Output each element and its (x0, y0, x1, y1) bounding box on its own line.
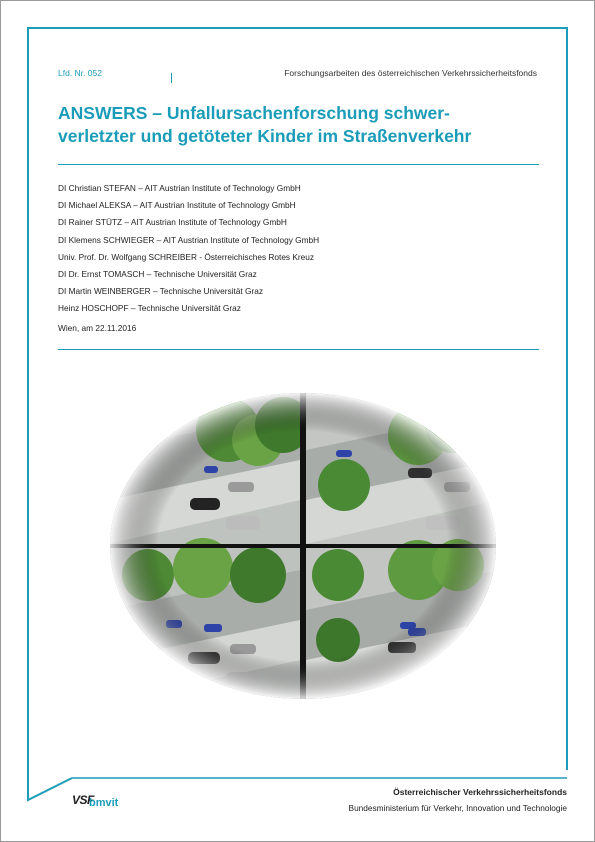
report-number: Lfd. Nr. 052 (58, 68, 102, 78)
cover-image (108, 390, 498, 702)
author: DI Rainer STÜTZ – AIT Austrian Institute of Technology GmbH (58, 217, 287, 228)
author: DI Klemens SCHWIEGER – AIT Austrian Institute of Technology GmbH (58, 234, 320, 245)
title-line-2: verletzter und getöteter Kinder im Straßenverkehr (58, 126, 472, 146)
author: Heinz HOSCHOPF – Technische Universität Graz (58, 303, 241, 314)
ministry-name: Bundesministerium für Verkehr, Innovation und Technologie (348, 803, 567, 813)
title-line-1: ANSWERS – Unfallursachenforschung schwer- (58, 103, 450, 123)
author: DI Michael ALEKSA – AIT Austrian Institute of Technology GmbH (58, 200, 296, 211)
publication-date: Wien, am 22.11.2016 (58, 323, 137, 333)
vsf-logo: VSF (72, 793, 94, 807)
author: DI Christian STEFAN – AIT Austrian Institute of Technology GmbH (58, 183, 301, 193)
title-rule (58, 164, 539, 165)
document-title (58, 102, 538, 148)
author: DI Martin WEINBERGER – Technische Universität Graz (58, 286, 264, 297)
bmvit-logo: bmvit (89, 797, 119, 809)
date-rule (58, 349, 539, 350)
series-title: Forschungsarbeiten des österreichischen Verkehrssicherheitsfonds (284, 68, 537, 78)
author: DI Dr. Ernst TOMASCH – Technische Universität Graz (58, 269, 257, 280)
fund-name: Österreichischer Verkehrssicherheitsfonds (393, 787, 567, 797)
header-separator (171, 73, 172, 83)
author: Univ. Prof. Dr. Wolfgang SCHREIBER - Österreichisches Rotes Kreuz (58, 251, 315, 262)
author-list (58, 180, 538, 318)
